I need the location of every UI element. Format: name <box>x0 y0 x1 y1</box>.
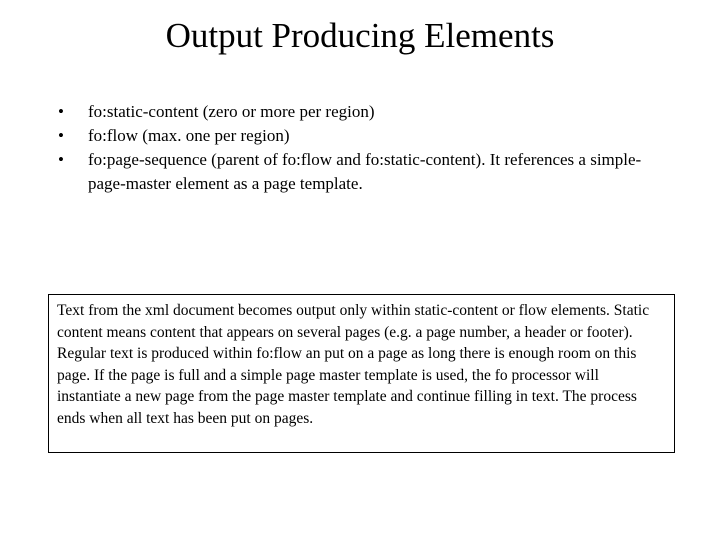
bullet-item-static-content <box>56 100 656 124</box>
bullet-icon: • <box>58 102 64 121</box>
bullet-list <box>56 100 656 196</box>
bullet-text: fo:page-sequence (parent of fo:flow and fo:static-content). It references a simple-page-master element as a page template. <box>88 150 642 193</box>
bullet-text: fo:flow (max. one per region) <box>88 126 290 145</box>
explanation-box: Text from the xml document becomes output only within static-content or flow elements. Static content means content that appears on several pages (e.g. a page number, a header or footer). Regular text is produced within fo:flow an put on a page as long there is enough room on this page. If the page is full and a simple page master template is used, the fo processor will instantiate a new page from the page master template and continue filling in text. The process ends when all text has been put on pages. <box>48 294 675 453</box>
bullet-item-page-sequence <box>56 148 656 196</box>
bullet-item-flow <box>56 124 656 148</box>
slide-title: Output Producing Elements <box>165 16 555 55</box>
bullet-text: fo:static-content (zero or more per region) <box>88 102 375 121</box>
bullet-icon: • <box>58 150 64 169</box>
bullet-icon: • <box>58 126 64 145</box>
